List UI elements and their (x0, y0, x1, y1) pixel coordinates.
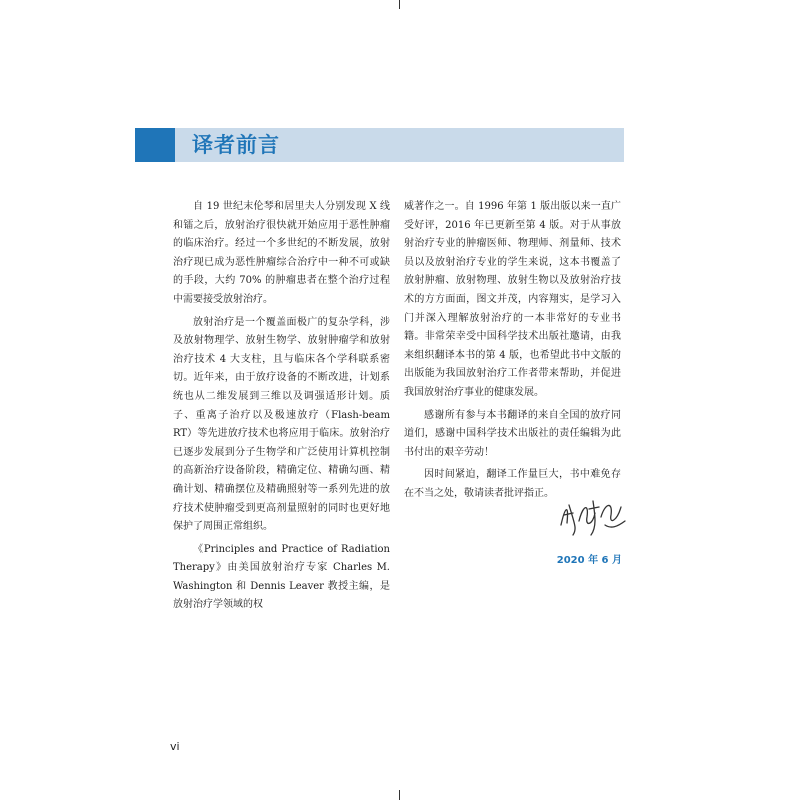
paragraph: 因时间紧迫，翻译工作量巨大，书中难免存在不当之处，敬请读者批评指正。 (404, 469, 621, 499)
page-number: vi (170, 740, 180, 753)
paragraph: 《Principles and Practice of Radiation Therapy》由美国放射治疗专家 Charles M. Washington 和 Dennis Leaver 教授主编，是放射治疗学领域的权 (173, 543, 390, 611)
paragraph: 威著作之一。自 1996 年第 1 版出版以来一直广受好评，2016 年已更新至第 4 版。对于从事放射治疗专业的肿瘤医师、物理师、剂量师、技术员以及放射治疗专业的学生来说，这本书覆盖了放射肿瘤、放射物理、放射生物以及放射治疗技术的方方面面，图文并茂，内容翔实，是学习入门并深入理解放射治疗的一本非常好的专业书籍。非常荣幸受中国科学技术出版社邀请，由我来组织翻译本书的第 4 版，也希望此书中文版的出版能为我国放射治疗工作者带来帮助，并促进我国放射治疗事业的健康发展。 (404, 201, 621, 398)
paragraph: 感谢所有参与本书翻译的来自全国的放疗同道们，感谢中国科学技术出版社的责任编辑为此书付出的艰辛劳动！ (404, 409, 621, 458)
crop-mark-bottom (399, 790, 400, 800)
page-title: 译者前言 (192, 133, 280, 157)
paragraph: 自 19 世纪末伦琴和居里夫人分别发现 X 线和镭之后，放射治疗很快就开始应用于恶性肿瘤的临床治疗。经过一个多世纪的不断发展，放射治疗现已成为恶性肿瘤综合治疗中一种不可或缺的手段，大约 70% 的肿瘤患者在整个治疗过程中需要接受放射治疗。 (173, 201, 390, 305)
handwritten-signature (555, 495, 627, 539)
left-column (173, 198, 390, 619)
section-header (135, 128, 624, 162)
right-column (404, 198, 621, 508)
crop-mark-top (399, 0, 400, 9)
paragraph: 放射治疗是一个覆盖面极广的复杂学科，涉及放射物理学、放射生物学、放射肿瘤学和放射治疗技术 4 大支柱，且与临床各个学科联系密切。近年来，由于放疗设备的不断改进，计划系统也从二维发展到三维以及调强适形计划。质子、重离子治疗以及极速放疗（Flash-beam RT）等先进放疗技术也将应用于临床。放射治疗已逐步发展到分子生物学和广泛使用计算机控制的高新治疗设备阶段，精确定位、精确勾画、精确计划、精确摆位及精确照射等一系列先进的放疗技术使肿瘤受到更高剂量照射的同时也更好地保护了周围正常组织。 (173, 316, 390, 533)
date: 2020 年 6 月 (556, 555, 622, 566)
header-accent-block (135, 128, 175, 162)
